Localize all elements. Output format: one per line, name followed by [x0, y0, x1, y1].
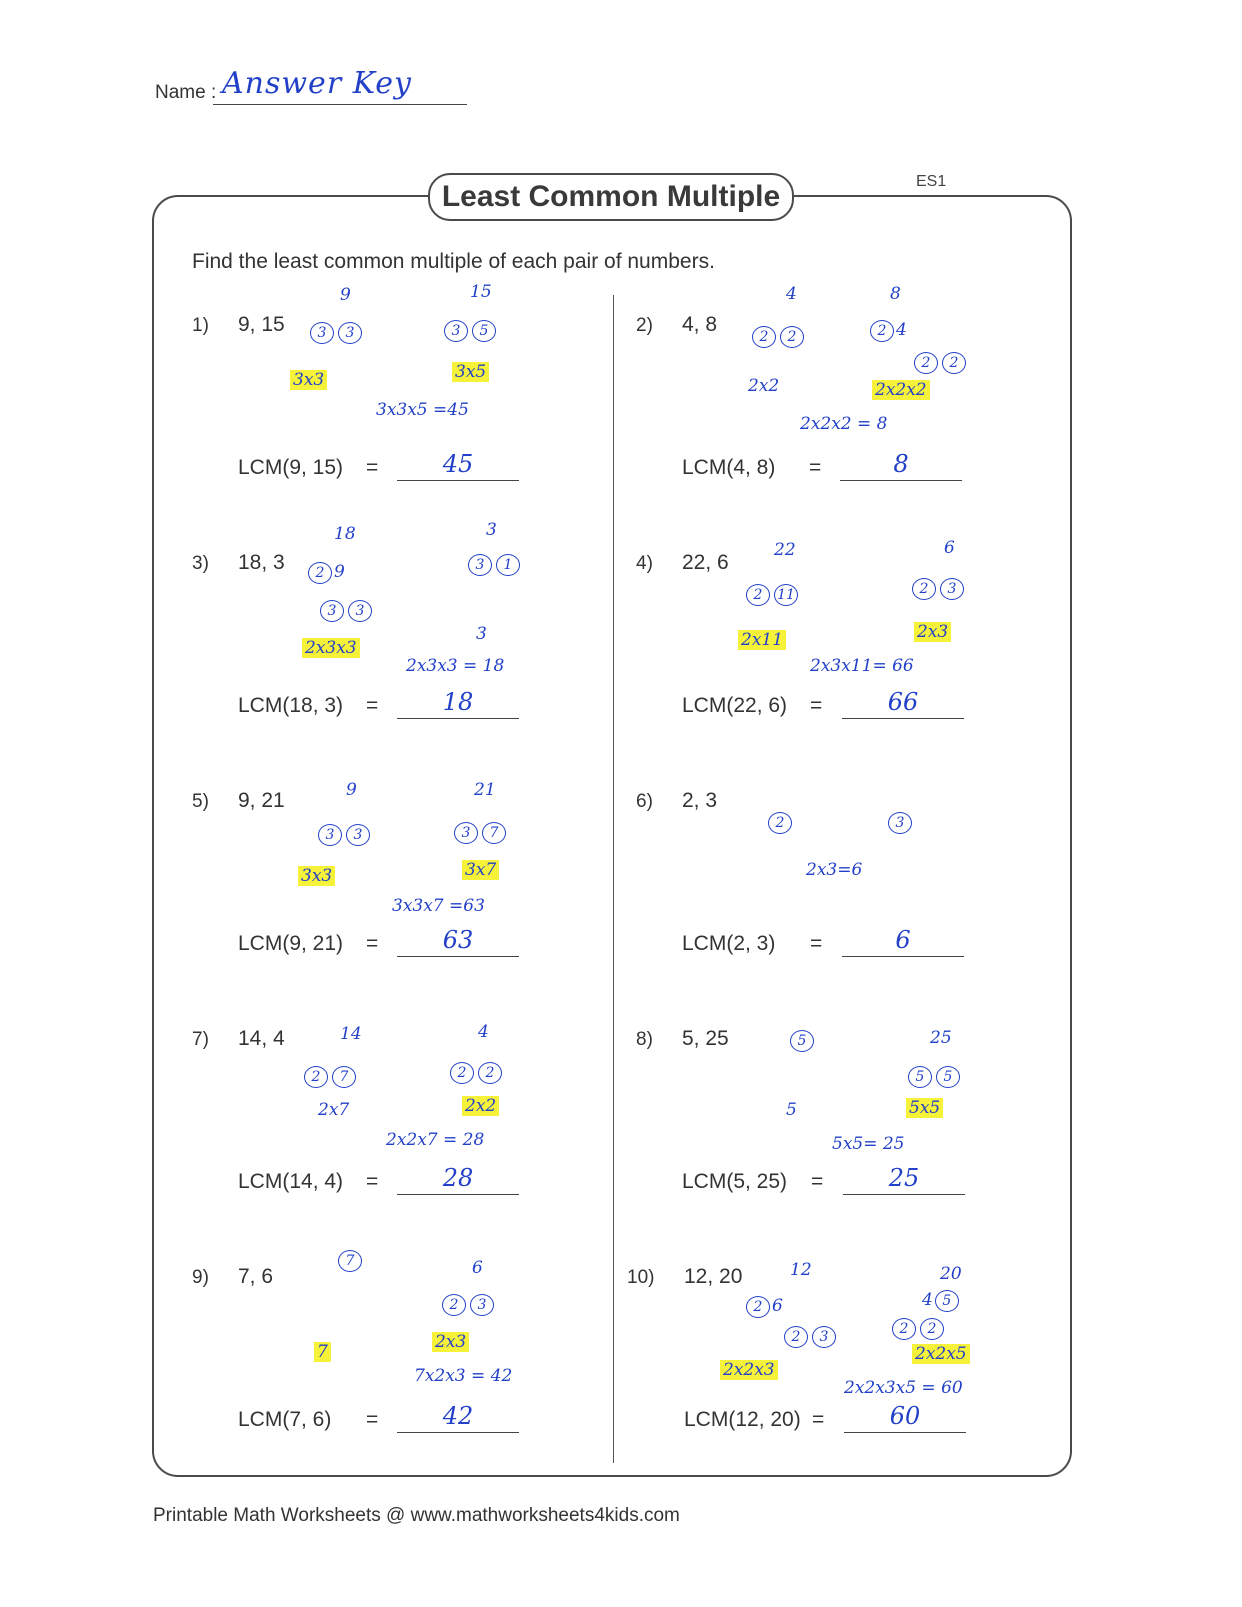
- factor-tree-root: 4: [786, 284, 797, 304]
- name-label: Name :: [155, 82, 217, 103]
- prime-product: 3x7: [462, 860, 499, 880]
- equals-sign: =: [811, 1170, 824, 1193]
- lcm-label: LCM(4, 8): [682, 456, 776, 479]
- prime-product: 2x7: [318, 1100, 350, 1120]
- factor-leaves: 2 11: [744, 584, 800, 606]
- problem-pair: 2, 3: [682, 789, 718, 812]
- problem-number: 6): [636, 791, 653, 812]
- factor-leaves: 3 3: [316, 824, 372, 846]
- factor-tree-root: 12: [790, 1260, 812, 1280]
- answer-value: 42: [442, 1402, 474, 1430]
- factor-leaves: 3 1: [466, 554, 522, 576]
- factor-tree-root: 4: [478, 1022, 489, 1042]
- factor-leaves: 3 5: [442, 320, 498, 342]
- answer-value: 18: [442, 688, 474, 716]
- lcm-label: LCM(12, 20): [684, 1408, 801, 1431]
- factor-leaves: 2 2: [750, 326, 806, 348]
- problem-number: 8): [636, 1029, 653, 1050]
- equals-sign: =: [810, 932, 823, 955]
- lcm-computation: 2x2x7 = 28: [386, 1130, 485, 1150]
- factor-leaves: 2 3: [782, 1326, 838, 1348]
- factor-leaf: 7: [336, 1250, 364, 1272]
- factor-leaves: 2 7: [302, 1066, 358, 1088]
- factor-tree-root: 20: [940, 1264, 962, 1284]
- lcm-label: LCM(9, 15): [238, 456, 344, 479]
- problem-pair: 9, 21: [238, 789, 285, 812]
- prime-product: 2x3x3: [302, 638, 360, 658]
- lcm-computation: 5x5= 25: [832, 1134, 905, 1154]
- answer-line: [397, 718, 519, 719]
- problem-pair: 7, 6: [238, 1265, 274, 1288]
- prime-product: 2x2: [748, 376, 780, 396]
- factor-leaves: 3 3: [318, 600, 374, 622]
- prime-product: 5x5: [906, 1098, 943, 1118]
- problem-number: 10): [627, 1267, 655, 1288]
- answer-value: 66: [887, 688, 919, 716]
- answer-value: 63: [442, 926, 474, 954]
- factor-tree-root: 6: [472, 1258, 483, 1278]
- prime-product: 2x11: [738, 630, 786, 650]
- prime-product: 5: [786, 1100, 797, 1120]
- lcm-label: LCM(5, 25): [682, 1170, 788, 1193]
- answer-value: 60: [889, 1402, 921, 1430]
- equals-sign: =: [366, 932, 379, 955]
- factor-leaves: 2 9: [306, 562, 345, 584]
- factor-tree-root: 8: [890, 284, 901, 304]
- factor-leaf: 5: [788, 1030, 816, 1052]
- lcm-label: LCM(22, 6): [682, 694, 788, 717]
- lcm-label: LCM(18, 3): [238, 694, 344, 717]
- factor-tree-root: 3: [486, 520, 497, 540]
- answer-line: [842, 718, 964, 719]
- prime-product: 3x3: [298, 866, 335, 886]
- name-value: Answer Key: [222, 66, 412, 101]
- factor-leaves: 2 3: [440, 1294, 496, 1316]
- worksheet-title: Least Common Multiple: [428, 173, 794, 221]
- lcm-label: LCM(7, 6): [238, 1408, 332, 1431]
- lcm-computation: 2x2x2 = 8: [800, 414, 888, 434]
- equals-sign: =: [366, 456, 379, 479]
- prime-product: 2x2x3: [720, 1360, 778, 1380]
- problem-pair: 9, 15: [238, 313, 285, 336]
- factor-tree-root: 14: [340, 1024, 362, 1044]
- problem-pair: 18, 3: [238, 551, 285, 574]
- factor-leaves: 2 6: [744, 1296, 783, 1318]
- problem-number: 3): [192, 553, 209, 574]
- problem-pair: 14, 4: [238, 1027, 285, 1050]
- factor-leaves: 2 2: [448, 1062, 504, 1084]
- prime-product: 2x3: [432, 1332, 469, 1352]
- factor-leaf: 3: [886, 812, 914, 834]
- answer-value: 28: [442, 1164, 474, 1192]
- lcm-computation: 2x3x11= 66: [810, 656, 914, 676]
- factor-leaves: 2 4: [868, 320, 907, 342]
- lcm-label: LCM(2, 3): [682, 932, 776, 955]
- prime-product: 2x2x5: [912, 1344, 970, 1364]
- factor-leaf: 2: [766, 812, 794, 834]
- problem-pair: 12, 20: [684, 1265, 743, 1288]
- problem-pair: 5, 25: [682, 1027, 729, 1050]
- equals-sign: =: [366, 1170, 379, 1193]
- answer-line: [843, 1194, 965, 1195]
- lcm-computation: 2x2x3x5 = 60: [844, 1378, 963, 1398]
- answer-value: 25: [888, 1164, 920, 1192]
- lcm-computation: 7x2x3 = 42: [414, 1366, 513, 1386]
- name-line: [213, 104, 467, 105]
- answer-value: 45: [442, 450, 474, 478]
- problem-number: 1): [192, 315, 209, 336]
- problem-number: 7): [192, 1029, 209, 1050]
- problem-number: 5): [192, 791, 209, 812]
- factor-leaves: 2 3: [910, 578, 966, 600]
- answer-line: [397, 1194, 519, 1195]
- problem-pair: 4, 8: [682, 313, 718, 336]
- factor-leaves: 4 5: [922, 1290, 961, 1312]
- factor-tree-root: 21: [474, 780, 496, 800]
- problem-number: 4): [636, 553, 653, 574]
- factor-tree-root: 6: [944, 538, 955, 558]
- factor-leaves: 3 7: [452, 822, 508, 844]
- prime-product: 2x2: [462, 1096, 499, 1116]
- instructions: Find the least common multiple of each pair of numbers.: [192, 250, 715, 273]
- prime-product: 7: [314, 1342, 331, 1362]
- factor-tree-root: 25: [930, 1028, 952, 1048]
- lcm-computation: 2x3=6: [806, 860, 863, 880]
- problem-number: 9): [192, 1267, 209, 1288]
- factor-tree-root: 9: [346, 780, 357, 800]
- answer-line: [840, 480, 962, 481]
- footer: [153, 1505, 680, 1527]
- factor-tree-root: 15: [470, 282, 492, 302]
- answer-value: 6: [895, 926, 911, 954]
- prime-product: 2x3: [914, 622, 951, 642]
- answer-line: [397, 956, 519, 957]
- equals-sign: =: [810, 694, 823, 717]
- problem-pair: 22, 6: [682, 551, 729, 574]
- factor-tree-root: 18: [334, 524, 356, 544]
- worksheet-code: ES1: [916, 173, 947, 190]
- factor-leaves: 5 5: [906, 1066, 962, 1088]
- answer-line: [842, 956, 964, 957]
- lcm-label: LCM(14, 4): [238, 1170, 344, 1193]
- equals-sign: =: [366, 1408, 379, 1431]
- lcm-computation: 2x3x3 = 18: [406, 656, 505, 676]
- factor-tree-root: 22: [774, 540, 796, 560]
- equals-sign: =: [366, 694, 379, 717]
- prime-product: 3x5: [452, 362, 489, 382]
- answer-value: 8: [893, 450, 909, 478]
- factor-leaves: 2 2: [912, 352, 968, 374]
- footer-url[interactable]: www.mathworksheets4kids.com: [410, 1505, 680, 1526]
- answer-line: [844, 1432, 966, 1433]
- prime-product: 3: [476, 624, 487, 644]
- equals-sign: =: [812, 1408, 825, 1431]
- prime-product: 3x3: [290, 370, 327, 390]
- factor-tree-root: 9: [340, 285, 351, 305]
- prime-product: 2x2x2: [872, 380, 930, 400]
- factor-leaves: 2 2: [890, 1318, 946, 1340]
- answer-line: [397, 1432, 519, 1433]
- footer-text: Printable Math Worksheets @: [153, 1505, 411, 1526]
- problem-number: 2): [636, 315, 653, 336]
- factor-leaves: 3 3: [308, 322, 364, 344]
- column-divider: [613, 295, 614, 1463]
- lcm-computation: 3x3x5 =45: [376, 400, 469, 420]
- answer-line: [397, 480, 519, 481]
- lcm-label: LCM(9, 21): [238, 932, 344, 955]
- equals-sign: =: [809, 456, 822, 479]
- lcm-computation: 3x3x7 =63: [392, 896, 485, 916]
